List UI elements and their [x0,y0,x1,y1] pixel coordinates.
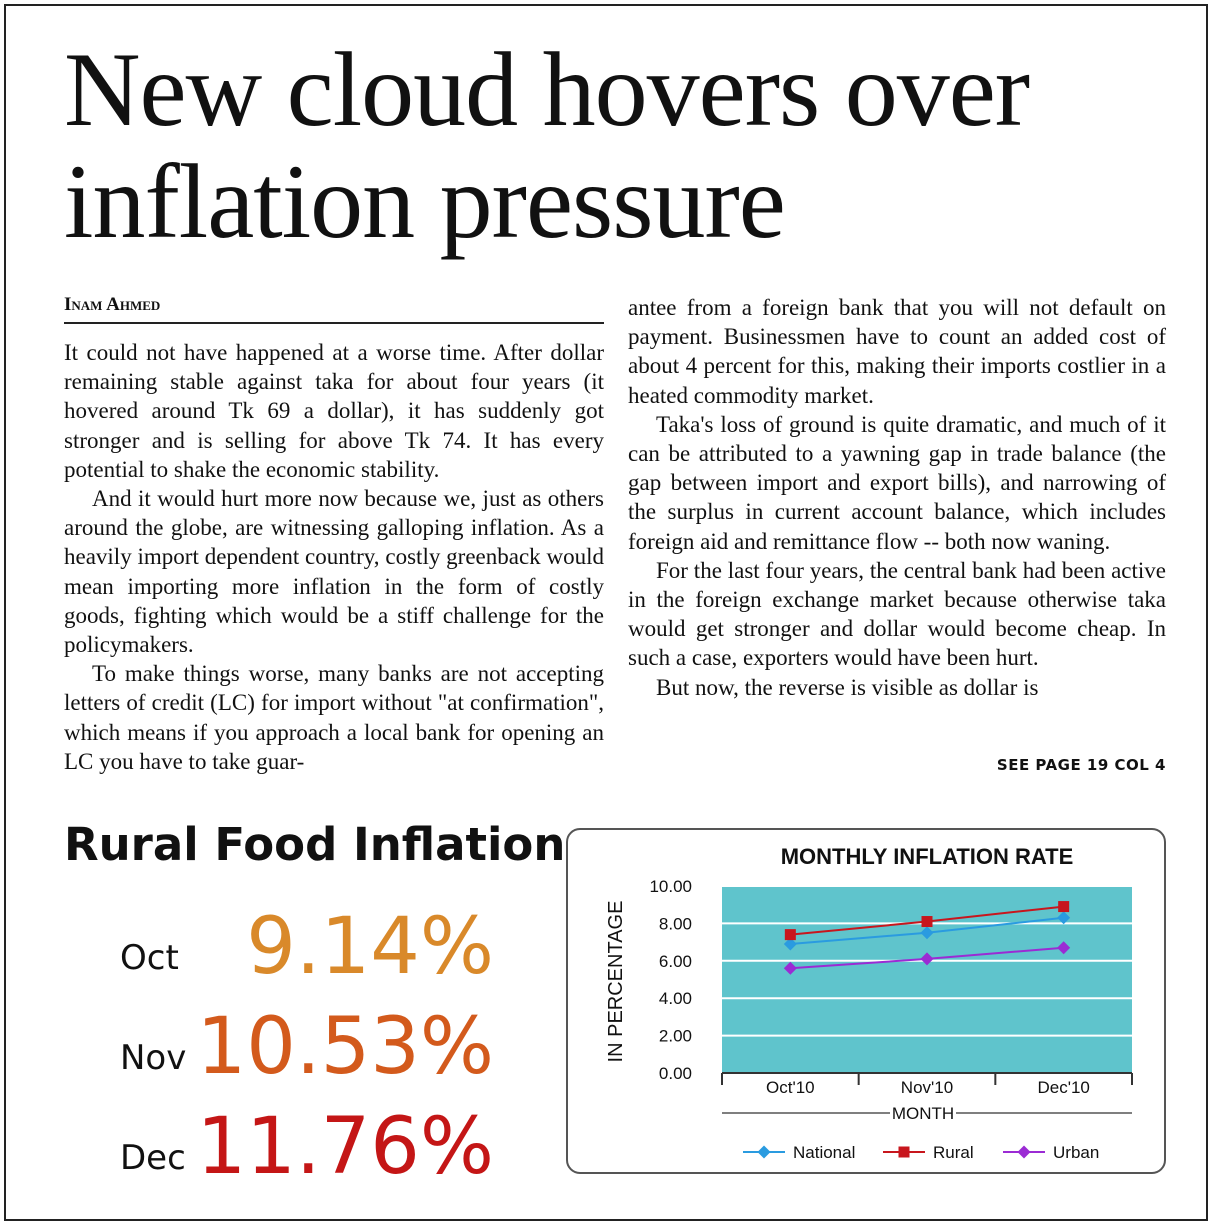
inflation-row-oct [64,896,494,992]
inflation-value: 9.14% [246,902,494,992]
y-tick-label: 6.00 [658,951,692,971]
continued-jump-line[interactable]: SEE PAGE 19 COL 4 [996,756,1166,774]
paragraph: To make things worse, many banks are not accepting letters of credit (LC) for import without "at confirmation", which means if you approach a local bank for opening an LC you have to take guar- [64,661,604,774]
legend-marker-urban [1018,1146,1031,1159]
plot-area [722,886,1132,1073]
legend-label-national: National [793,1143,856,1162]
chart-title: MONTHLY INFLATION RATE [780,844,1074,869]
paragraph: It could not have happened at a worse time. After dollar remaining stable against taka for about four years (it hovered around Tk 69 a dollar), it has suddenly got stronger and is selling for above Tk 74. It has every potential to shake the economic stability. [64,340,604,482]
legend-marker-national [758,1146,771,1159]
month-label: Nov [120,1038,187,1078]
y-tick-label: 2.00 [658,1026,692,1046]
paragraph: And it would hurt more now because we, just as others around the globe, are witnessing galloping inflation. As a heavily import dependent country, costly greenback would mean importing more inflation in the form of costly goods, fighting which would be a stiff challenge for the policymakers. [64,486,604,658]
newspaper-page [4,4,1208,1221]
x-tick-label: Oct'10 [766,1078,815,1097]
inflation-row-dec [64,1096,494,1192]
paragraph: But now, the reverse is visible as dollar is [656,674,1039,700]
paragraph: Taka's loss of ground is quite dramatic, and much of it can be attributed to a yawning gap in trade balance (the gap between import and export bills), and narrowing of the surplus in current account balance, which includes foreign aid and remittance flow -- both now waning. [628,411,1166,554]
y-tick-label: 0.00 [658,1064,692,1083]
legend-label-urban: Urban [1053,1143,1100,1162]
x-axis-label: MONTH [891,1104,955,1123]
y-tick-label: 4.00 [658,989,692,1009]
y-tick-label: 10.00 [649,877,692,896]
y-tick-label: 8.00 [658,914,692,934]
monthly-inflation-chart [566,828,1166,1174]
paragraph: For the last four years, the central bank had been active in the foreign exchange market because otherwise taka would get stronger and dollar would become cheap. In such a case, exporters would have been hurt. [628,557,1166,671]
article-column-1 [64,338,604,776]
x-tick-label: Nov'10 [900,1078,954,1097]
inflation-row-nov [64,996,494,1092]
y-axis-label: IN PERCENTAGE [605,900,627,1063]
data-point-rural [1058,901,1069,912]
month-label: Dec [120,1138,186,1178]
month-label: Oct [120,938,179,978]
inflation-value: 10.53% [196,1002,494,1092]
x-tick-label: Dec'10 [1037,1078,1090,1097]
inflation-value: 11.76% [196,1102,494,1192]
legend-marker-rural [899,1147,910,1158]
data-point-rural [922,916,933,927]
chart-svg [568,830,1168,1176]
paragraph: antee from a foreign bank that you will not default on payment. Businessmen have to count an added cost of about 4 percent for this, making their imports costlier in a heated commodity market. [628,295,1166,408]
byline: Inam Ahmed [64,294,604,324]
data-point-rural [785,929,796,940]
article-column-2 [628,293,1166,702]
legend-label-rural: Rural [933,1143,974,1162]
headline: New cloud hovers over inflation pressure [64,31,1030,260]
rural-food-inflation-title: Rural Food Inflation [64,818,566,871]
